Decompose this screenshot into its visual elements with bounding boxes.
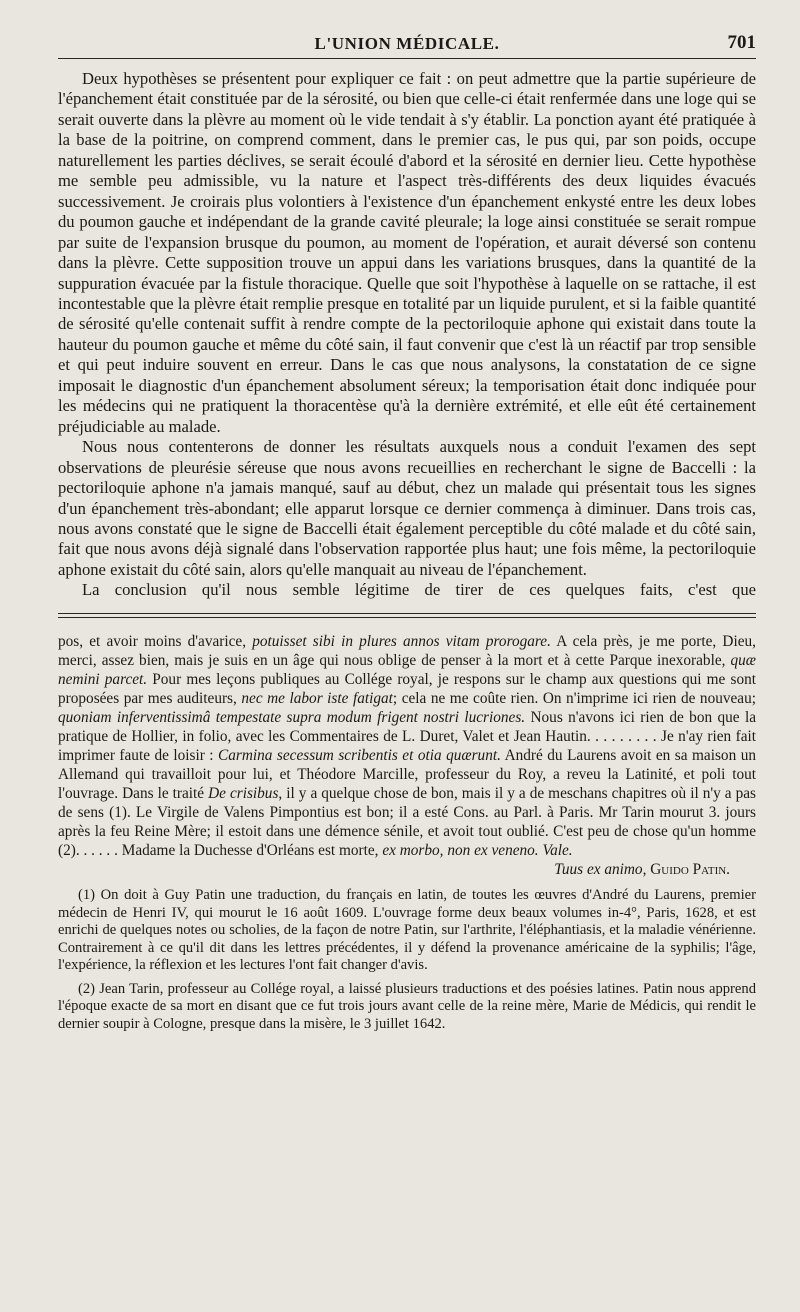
main-text — [58, 69, 756, 601]
letter-latin-title: De crisibus — [208, 785, 279, 803]
letter-segment: pos, et avoir moins d'avarice, — [58, 632, 253, 650]
letter-segment: , il y a quelque chose de bon, mais il y a de meschans chapitres où il n'y a pas de sens (1). Le Virgile de Valens Pimpontius est bon; il a esté Cons. au Parl. à Paris. Mr Tarin mourut 3. jours après la feu Reine Mère; il estoit dans une démence sénile, et avoit tout oublié. C'est peu de chose qu'un homme (2). . . . . . Madame la Duchesse d'Orléans est morte, — [58, 785, 757, 860]
letter-segment: Nous n'avons ici rien de bon que la pratique de Hollier, in folio, avec les Commentaires de L. Duret, Valet et Jean Hautin. . . . . . . . . Je n'ay rien fait imprimer faute de loisir : — [58, 708, 756, 765]
letter-segment: Pour mes leçons publiques au Collége royal, je respons sur le champ aux questions qui me sont proposées par mes auditeurs, — [58, 670, 756, 707]
letter-paragraph — [58, 632, 756, 861]
paragraph-2: Nous nous contenterons de donner les résultats auxquels nous a conduit l'examen des sept observations de pleurésie séreuse que nous avons recueillies en recherchant le signe de Baccelli : la pectoriloquie aphone n'a jamais manqué, sauf au début, chez un malade qui présentait tous les signes d'un épanchement très-abondant; elle apparut lorsque ce dernier commença à diminuer. Dans trois cas, nous avons constaté que le signe de Baccelli était également perceptible du côté malade et du côté sain, fait que nous avons déjà signalé dans l'observation rapportée plus haut; une fois même, la pectoriloquie aphone existait du côté sain, alors qu'elle manquait au niveau de l'épanchement. — [58, 437, 756, 579]
letter-text — [58, 632, 756, 861]
letter-latin-quote: nec me labor iste fatigat — [241, 689, 393, 707]
page-header — [58, 0, 756, 59]
letter-signer: Guido Patin. — [650, 861, 730, 879]
letter-latin-quote: potuisset sibi in plures annos vitam prorogare. — [252, 632, 551, 650]
letter-latin-quote: quæ nemini parcet. — [58, 651, 756, 688]
paragraph-1: Deux hypothèses se présentent pour expliquer ce fait : on peut admettre que la partie supérieure de l'épanchement était constituée par de la sérosité, ou bien que celle-ci était renfermée dans une loge qui se serait ouverte dans la plèvre au moment où le vide tendait à s'y établir. La ponction ayant été pratiquée à la base de la poitrine, on comprend comment, dans le premier cas, le pus qui, par son poids, occupe naturellement les parties déclives, se serait écoulé d'abord et la sérosité en dernier lieu. Cette hypothèse me semble peu admissible, vu la nature et l'aspect très-différents des deux liquides évacués successivement. Je croirais plus volontiers à l'existence d'un épanchement enkysté entre les deux lobes du poumon gauche et indépendant de la grande cavité pleurale; la loge ainsi constituée se serait rompue par suite de l'expansion brusque du poumon, au moment de l'opération, et aurait déversé son contenu dans la plèvre. Cette supposition trouve un appui dans les variations brusques, dans la quantité de la suppuration évacuée par la fistule thoracique. Quelle que soit l'hypothèse à laquelle on se rattache, il est incontestable que la plèvre était remplie presque en totalité par un liquide purulent, et si la faible quantité de sérosité qu'elle contenait suffit à rendre compte de la pectoriloquie aphone qui existait dans toute la hauteur du poumon gauche et même du côté sain, il faut convenir que c'est là un réactif par trop sensible et qui peut induire souvent en erreur. Dans le cas que nous analysons, la constatation de ce signe imposait le diagnostic d'un épanchement absolument séreux; la temporisation était donc indiquée pour les médecins qui ne pratiquent la thoracentèse qu'à la dernière extrémité, et elle eût été certainement préjudiciable au malade. — [58, 69, 756, 436]
letter-closing: Tuus ex animo, — [554, 861, 647, 879]
footnotes — [58, 887, 756, 1033]
letter-segment: André du Laurens avoit en sa maison un Allemand qui travailloit pour lui, et Théodore Marcille, professeur du Roy, a reveu la Latinité, et poli tout l'ouvrage. Dans le traité — [58, 747, 757, 803]
footnote-1: (1) On doit à Guy Patin une traduction, du français en latin, de toutes les œuvres d'André du Laurens, premier médecin de Henri IV, qui mourut le 16 août 1609. L'ouvrage forme deux beaux volumes in-4°, Paris, 1628, et est enrichi de quelques notes ou scholies, de la façon de notre Patin, sur l'arthrite, l'éléphantiasis, et la maladie vénérienne. Contrairement à ce qu'il dit dans les lettres précédentes, il y défend la provenance américaine de la syphilis; l'âge, l'expérience, la réflexion et les lectures l'ont fait changer d'avis. — [58, 887, 756, 974]
letter-segment: ; cela ne me coûte rien. On n'imprime ici rien de nouveau; — [392, 689, 756, 707]
letter-latin-quote: quoniam inferventissimâ tempestate supra modum frigent nostri lucriones. — [58, 708, 526, 726]
letter-signature — [58, 860, 756, 879]
running-title: L'UNION MÉDICALE. — [314, 34, 500, 53]
letter-segment: A cela près, je me porte, Dieu, merci, assez bien, mais je suis en un âge qui nous oblige de penser à la mort et à cette Parque inexorable, — [58, 632, 756, 669]
section-divider — [58, 613, 756, 618]
page-number: 701 — [727, 32, 756, 53]
footnote-2: (2) Jean Tarin, professeur au Collége royal, a laissé plusieurs traductions et des poésies latines. Patin nous apprend l'époque exacte de sa mort en disant que ce fut trois jours avant celle de la reine mère, Marie de Médicis, qui rendit le dernier soupir à Cologne, presque dans la misère, le 3 juillet 1642. — [58, 980, 756, 1032]
paragraph-3: La conclusion qu'il nous semble légitime de tirer de ces quelques faits, c'est que — [82, 580, 756, 600]
letter-latin-quote: ex morbo, non ex veneno. Vale. — [382, 842, 573, 860]
letter-latin-quote: Carmina secessum scribentis et otia quærunt. — [218, 747, 501, 765]
